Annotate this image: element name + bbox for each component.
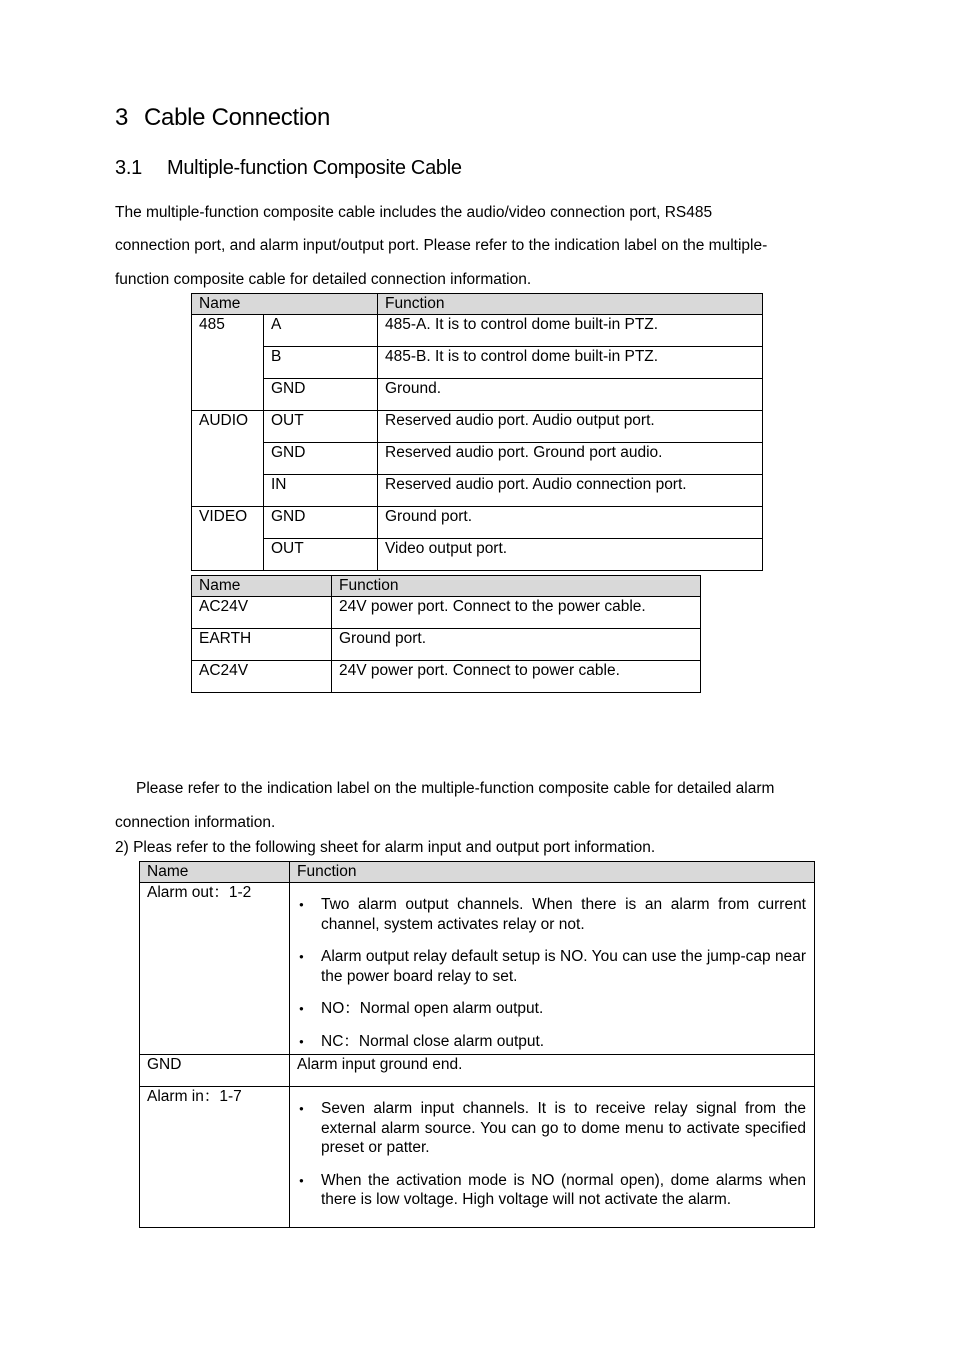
alarm-in-name: Alarm in：1-7 bbox=[140, 1087, 290, 1228]
section-heading bbox=[115, 157, 462, 180]
name-cell: EARTH bbox=[192, 629, 332, 661]
group-video: VIDEO bbox=[192, 507, 264, 571]
function-cell: Ground port. bbox=[378, 507, 763, 539]
pin-cell: GND bbox=[264, 507, 378, 539]
header-function: Function bbox=[332, 576, 701, 597]
name-cell: AC24V bbox=[192, 597, 332, 629]
section-number: 3.1 bbox=[115, 157, 142, 179]
header-name: Name bbox=[192, 576, 332, 597]
pin-cell: B bbox=[264, 347, 378, 379]
chapter-heading bbox=[115, 104, 330, 132]
function-cell: 485-B. It is to control dome built-in PTZ. bbox=[378, 347, 763, 379]
list-item: ● NC：Normal close alarm output. bbox=[297, 1032, 806, 1052]
header-function: Function bbox=[290, 862, 815, 883]
header-name: Name bbox=[140, 862, 290, 883]
intro-line-2: connection port, and alarm input/output port. Please refer to the indication label on the multiple- bbox=[115, 237, 768, 254]
section-title: Multiple-function Composite Cable bbox=[167, 157, 462, 179]
chapter-number: 3 bbox=[115, 104, 129, 131]
alarm-note-line-3: 2) Pleas refer to the following sheet for alarm input and output port information. bbox=[115, 839, 656, 856]
list-item: ● NO：Normal open alarm output. bbox=[297, 999, 806, 1019]
header-name: Name bbox=[192, 294, 378, 315]
function-cell: Ground port. bbox=[332, 629, 701, 661]
pin-cell: OUT bbox=[264, 411, 378, 443]
intro-line-1: The multiple-function composite cable includes the audio/video connection port, RS485 bbox=[115, 204, 713, 221]
list-item: ● Seven alarm input channels. It is to receive relay signal from the external alarm source. You can go to dome menu to activate specified preset or patter. bbox=[297, 1099, 806, 1158]
list-item: ● Two alarm output channels. When there is an alarm from current channel, system activates relay or not. bbox=[297, 895, 806, 934]
cable-port-table bbox=[191, 293, 763, 571]
function-cell: 24V power port. Connect to power cable. bbox=[332, 661, 701, 693]
function-cell: 24V power port. Connect to the power cable. bbox=[332, 597, 701, 629]
alarm-note-line-1: Please refer to the indication label on the multiple-function composite cable for detailed alarm bbox=[136, 780, 775, 797]
group-485: 485 bbox=[192, 315, 264, 411]
header-function: Function bbox=[378, 294, 763, 315]
intro-line-3: function composite cable for detailed connection information. bbox=[115, 271, 532, 288]
gnd-name: GND bbox=[140, 1055, 290, 1087]
function-cell: Reserved audio port. Audio connection port. bbox=[378, 475, 763, 507]
alarm-port-table bbox=[139, 861, 815, 1228]
alarm-out-function bbox=[290, 883, 815, 1055]
group-audio: AUDIO bbox=[192, 411, 264, 507]
pin-cell: GND bbox=[264, 443, 378, 475]
alarm-in-bullets bbox=[297, 1099, 806, 1210]
power-port-table bbox=[191, 575, 701, 693]
gnd-function: Alarm input ground end. bbox=[290, 1055, 815, 1087]
pin-cell: A bbox=[264, 315, 378, 347]
function-cell: Ground. bbox=[378, 379, 763, 411]
function-cell: Reserved audio port. Audio output port. bbox=[378, 411, 763, 443]
list-item: ● When the activation mode is NO (normal open), dome alarms when there is low voltage. High voltage will not activate the alarm. bbox=[297, 1171, 806, 1210]
alarm-in-function bbox=[290, 1087, 815, 1228]
function-cell: Reserved audio port. Ground port audio. bbox=[378, 443, 763, 475]
alarm-note-line-2: connection information. bbox=[115, 814, 276, 831]
pin-cell: OUT bbox=[264, 539, 378, 571]
function-cell: Video output port. bbox=[378, 539, 763, 571]
alarm-out-name: Alarm out：1-2 bbox=[140, 883, 290, 1055]
pin-cell: GND bbox=[264, 379, 378, 411]
list-item: ● Alarm output relay default setup is NO. You can use the jump-cap near the power board relay to set. bbox=[297, 947, 806, 986]
alarm-out-bullets bbox=[297, 895, 806, 1051]
pin-cell: IN bbox=[264, 475, 378, 507]
function-cell: 485-A. It is to control dome built-in PTZ. bbox=[378, 315, 763, 347]
chapter-title: Cable Connection bbox=[144, 104, 330, 131]
name-cell: AC24V bbox=[192, 661, 332, 693]
